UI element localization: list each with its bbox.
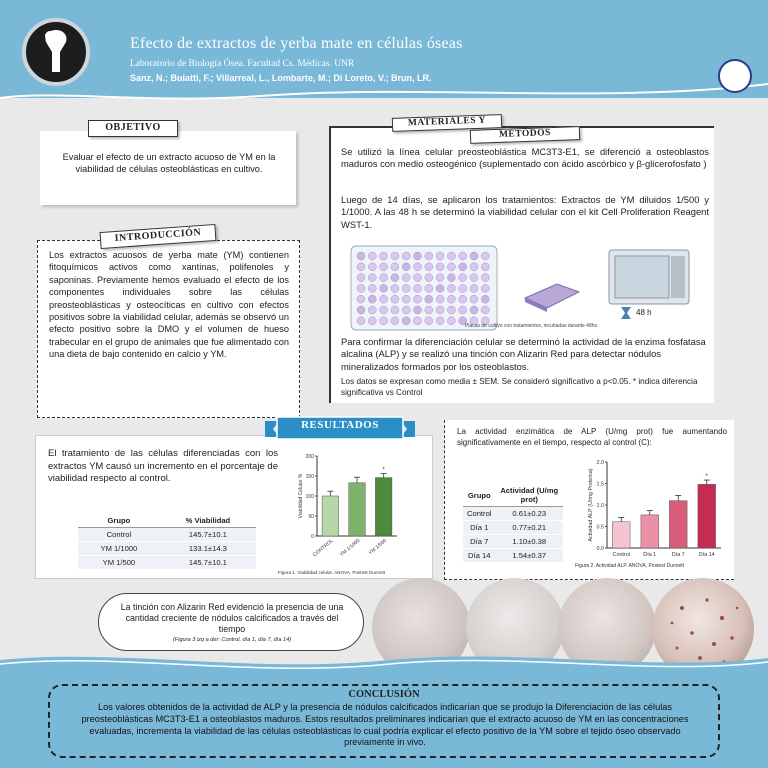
plate-well [380, 252, 388, 260]
plate-well [391, 317, 399, 325]
cell: Día 7 [463, 535, 495, 549]
bar [698, 484, 716, 548]
metodos-p1: Se utilizó la línea celular preosteoblástica MC3T3-E1, se diferenció a osteoblastos maduros con medio osteogénico (suplementado con ácido ascórbico y β-glicerofosfato ) [341, 146, 709, 170]
plate-well [380, 263, 388, 271]
alizarin-text: La tinción con Alizarin Red evidenció la presencia de una cantidad creciente de nódulos calcificados a través del tiempo [120, 602, 344, 634]
plate-well [368, 317, 376, 325]
conclusion-text: Los valores obtenidos de la actividad de ALP y la presencia de nódulos calcificados indicarían que se produjo la Diferenciación de las células preosteoblásticas MC3T3-E1 a osteoblastos maduros. Estos resultados preliminares indicarían que el extracto acuoso de YM en las concentraciones evaluadas, incrementa la viabilidad de las células osteoblásticas lo cual podría explicar el efecto positivo de la YM sobre el tejido óseo observado previamente in vivo. [81, 702, 689, 748]
plate-well [447, 263, 455, 271]
y-tick-label: 2.0 [596, 460, 604, 466]
resultados-text: El tratamiento de las células diferenciadas con los extractos YM causó un incremento en el porcentaje de viabilidad respecto al control. [48, 448, 278, 485]
plate-well [425, 295, 433, 303]
plate-well [481, 306, 489, 314]
plate-well [470, 284, 478, 292]
plate-well [357, 295, 365, 303]
objetivo-box [40, 131, 296, 205]
plate-well [368, 284, 376, 292]
y-axis-title: Actividad ALP (U/mg Proteína) [588, 468, 594, 542]
plate-well [470, 295, 478, 303]
cell: Día 1 [463, 521, 495, 535]
x-tick-label: Control [612, 552, 630, 558]
plate-well [391, 274, 399, 282]
introduccion-box [37, 240, 300, 418]
plate-well [391, 252, 399, 260]
plate-well [459, 274, 467, 282]
plate-well [425, 317, 433, 325]
resultados-heading: RESULTADOS [301, 419, 379, 431]
plate-well [357, 263, 365, 271]
cell: 0.77±0.21 [495, 521, 563, 535]
alizarin-box [98, 593, 364, 651]
alp-col-grupo: Grupo [463, 484, 495, 507]
introduccion-heading: INTRODUCCIÓN [100, 224, 217, 249]
cell: YM 1/500 [78, 556, 160, 570]
cell: 1.54±0.37 [495, 549, 563, 563]
plate-well [368, 295, 376, 303]
plate-well [481, 284, 489, 292]
plate-well [425, 284, 433, 292]
plate-well [391, 263, 399, 271]
plate-well [402, 317, 410, 325]
plate-well [481, 263, 489, 271]
plate-well [380, 274, 388, 282]
metodos-heading-line2: MÉTODOS [470, 126, 580, 144]
alp-box [444, 420, 734, 580]
table-row [463, 521, 563, 535]
lab-name: Laboratorio de Biología Ósea. Facultad Cs. Médicas. UNR [130, 59, 355, 69]
well-plate-illustration [349, 244, 499, 334]
x-tick-label: YM 1/1000 [338, 537, 362, 559]
table-row [463, 507, 563, 521]
alp-col-actividad: Actividad (U/mg prot) [495, 484, 563, 507]
bone-logo [22, 18, 90, 86]
x-tick-label: Día 7 [671, 552, 685, 558]
plate-well [380, 284, 388, 292]
x-tick-label: CONTROL [312, 537, 335, 559]
plate-well [414, 263, 422, 271]
plate-well [481, 252, 489, 260]
bar [375, 478, 392, 536]
plate-well [470, 252, 478, 260]
viabilidad-table [78, 514, 256, 570]
bar [349, 483, 366, 536]
cell: Día 14 [463, 549, 495, 563]
plate-well [414, 306, 422, 314]
objetivo-heading: OBJETIVO [88, 120, 178, 137]
poster-title: Efecto de extractos de yerba mate en células óseas [130, 35, 463, 52]
plate-well [380, 295, 388, 303]
plate-well [459, 284, 467, 292]
alp-table [463, 484, 563, 563]
x-tick-label: Día 14 [698, 552, 715, 558]
hourglass-icon [620, 306, 632, 320]
alp-chart [573, 454, 725, 564]
plate-well [368, 306, 376, 314]
y-tick-label: 150 [305, 474, 314, 480]
plate-well [447, 295, 455, 303]
plate-well [481, 274, 489, 282]
plate-well [368, 252, 376, 260]
metodos-p4: Los datos se expresan como media ± SEM. Se consideró significativo a p<0.05. * indica diferencia significativa vs Control [341, 377, 698, 397]
y-tick-label: 0 [311, 534, 314, 540]
table-row [78, 542, 256, 556]
cell: 0.61±0.23 [495, 507, 563, 521]
plate-well [414, 317, 422, 325]
alizarin-caption: (Figura 3 izq a der: Control, día 1, día 7, día 14) [172, 637, 292, 643]
plate-well [436, 306, 444, 314]
table-row [463, 535, 563, 549]
figura2-caption: Figura 2. Actividad ALP. ANOVA, Postest Dunnett [575, 563, 685, 569]
hours-label: 48 h [636, 308, 652, 317]
plate-well [402, 295, 410, 303]
table-row [78, 528, 256, 542]
cell: Control [78, 528, 160, 542]
plate-well [425, 274, 433, 282]
viabilidad-col-viabilidad: % Viabilidad [160, 514, 256, 528]
y-tick-label: 1.5 [596, 481, 604, 488]
plate-well [470, 263, 478, 271]
plate-well [459, 295, 467, 303]
viabilidad-chart [283, 444, 403, 570]
plate-well [380, 306, 388, 314]
x-tick-label: Día 1 [643, 552, 657, 558]
plate-well [470, 306, 478, 314]
metodos-p2: Luego de 14 días, se aplicaron los tratamientos: Extractos de YM diluidos 1/500 y 1/1000. A las 48 h se determinó la viabilidad celular con el kit Cell Proliferation Reagent WST-1. [341, 194, 709, 230]
conclusion-heading: CONCLUSIÓN [348, 689, 420, 700]
plate-well [391, 284, 399, 292]
plate-well [414, 284, 422, 292]
plate-well [357, 274, 365, 282]
bottom-wave [0, 648, 768, 678]
plate-well [436, 263, 444, 271]
y-tick-label: 0.0 [596, 546, 604, 552]
plate-well [402, 284, 410, 292]
plates-caption: Placas de cultivo con tratamientos, incubadas durante 48hs. [465, 323, 599, 329]
plate-well [402, 263, 410, 271]
plate-well [481, 295, 489, 303]
figura1-caption: Figura 1. Viabilidad celular. ANOVA, Postest Dunnett [278, 570, 386, 575]
plate-well [459, 263, 467, 271]
culture-plate-icon [521, 276, 581, 314]
plate-well [459, 306, 467, 314]
plate-well [470, 274, 478, 282]
plate-well [414, 274, 422, 282]
bar [669, 501, 687, 548]
plate-well [447, 284, 455, 292]
plate-well [425, 306, 433, 314]
conclusion-box [48, 684, 720, 758]
plate-well [414, 295, 422, 303]
alp-text: La actividad enzimática de ALP (U/mg prot) fue aumentando significativamente en el tiempo, respecto al control (C): [457, 427, 727, 447]
y-tick-label: 50 [308, 514, 314, 520]
plate-well [436, 317, 444, 325]
x-tick-label: YM 1/500 [367, 537, 388, 557]
significance-marker: * [382, 467, 385, 474]
significance-marker: * [705, 473, 708, 481]
cell: 145.7±10.1 [160, 528, 256, 542]
plate-well [425, 263, 433, 271]
plate-well [436, 274, 444, 282]
plate-well [459, 252, 467, 260]
metodos-p3: Para confirmar la diferenciación celular se determinó la actividad de la enzima fosfatasa alcalina (ALP) y se realizó una tinción con Alizarin Red para detectar nódulos mineralizados formados por los osteoblastos. [341, 336, 706, 372]
y-tick-label: 1.0 [596, 503, 604, 509]
y-tick-label: 0.5 [596, 524, 604, 531]
plate-well [425, 252, 433, 260]
introduccion-text: Los extractos acuosos de yerba mate (YM) contienen fitoquímicos activos como xantinas, polifenoles y saponinas. Previamente hemos evaluado el efecto de los componentes individuales sobre las células preosteoblásticas y osteocíticas en cultivo con efectos positivos sobre la viabilidad celular, además se observó un efecto positivo sobre la DMO y el volumen de hueso trabecular en el grupo de animales que fue alimentado con una dieta de bajo contenido en calcio y YM. [49, 250, 289, 360]
table-row [78, 556, 256, 570]
y-tick-label: 200 [305, 454, 314, 460]
objetivo-text: Evaluar el efecto de un extracto acuoso de YM en la viabilidad de células osteoblásticas en cultivo. [62, 152, 276, 175]
plate-well [402, 274, 410, 282]
plate-well [368, 263, 376, 271]
plate-well [447, 252, 455, 260]
cell: YM 1/1000 [78, 542, 160, 556]
metodos-box [329, 126, 714, 403]
plate-well [447, 306, 455, 314]
table-row [463, 549, 563, 563]
bar [612, 522, 630, 548]
plate-well [380, 317, 388, 325]
plate-well [357, 317, 365, 325]
incubator-icon [601, 248, 696, 308]
viabilidad-col-grupo: Grupo [78, 514, 160, 528]
plate-well [402, 306, 410, 314]
plate-well [391, 295, 399, 303]
plate-well [447, 274, 455, 282]
y-axis-title: Viabilidad Celular % [298, 473, 304, 519]
cell: Control [463, 507, 495, 521]
bar [641, 515, 659, 548]
authors: Sanz, N.; Buiatti, F.; Villarreal, L., Lombarte, M.; Di Loreto, V.; Brun, LR. [130, 73, 432, 83]
cell: 1.10±0.38 [495, 535, 563, 549]
university-seal [718, 59, 752, 93]
bar [322, 496, 339, 536]
resultados-box [35, 435, 433, 579]
metodos-heading-line1: MATERIALES Y [392, 114, 502, 132]
plate-well [391, 306, 399, 314]
plate-well [357, 252, 365, 260]
plate-well [436, 252, 444, 260]
plate-well [436, 284, 444, 292]
plate-well [402, 252, 410, 260]
plate-well [436, 295, 444, 303]
cell: 133.1±14.3 [160, 542, 256, 556]
cell: 145.7±10.1 [160, 556, 256, 570]
plate-well [447, 317, 455, 325]
plate-well [357, 306, 365, 314]
plate-well [414, 252, 422, 260]
plate-well [368, 274, 376, 282]
plate-well [357, 284, 365, 292]
y-tick-label: 100 [305, 494, 314, 500]
